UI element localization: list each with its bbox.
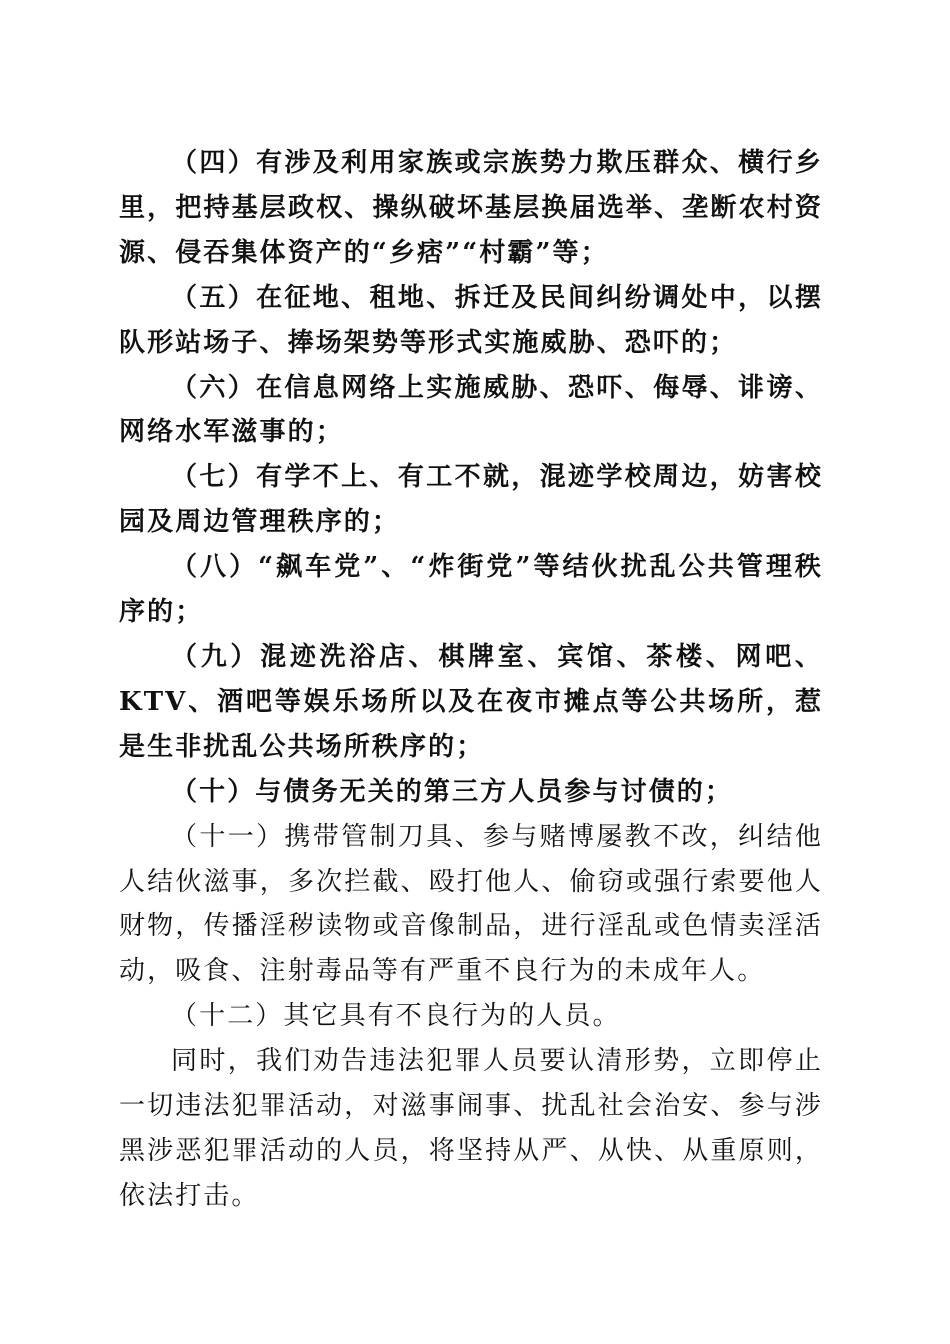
paragraph-item-11: （十一）携带管制刀具、参与赌博屡教不改，纠结他人结伙滋事，多次拦截、殴打他人、偷窃或强行索要他人财物，传播淫秽读物或音像制品，进行淫乱或色情卖淫活动，吸食、注射毒品等有严重不良行为的未成年人。	[119, 821, 823, 987]
paragraph-item-8: （八）“飙车党”、“炸街党”等结伙扰乱公共管理秩序的；	[119, 552, 823, 628]
document-body	[119, 141, 823, 1219]
paragraph-closing-statement: 同时，我们劝告违法犯罪人员要认清形势，立即停止一切违法犯罪活动，对滋事闹事、扰乱社会治安、参与涉黑涉恶犯罪活动的人员，将坚持从严、从快、从重原则，依法打击。	[119, 1046, 823, 1211]
paragraph-item-4: （四）有涉及利用家族或宗族势力欺压群众、横行乡里，把持基层政权、操纵破坏基层换届选举、垄断农村资源、侵吞集体资产的“乡痞”“村霸”等；	[119, 148, 823, 268]
paragraph-item-7: （七）有学不上、有工不就，混迹学校周边，妨害校园及周边管理秩序的；	[119, 462, 823, 538]
paragraph-item-9: （九）混迹洗浴店、棋牌室、宾馆、茶楼、网吧、KTV、酒吧等娱乐场所以及在夜市摊点等公共场所，惹是生非扰乱公共场所秩序的；	[119, 641, 823, 762]
paragraph-item-10: （十）与债务无关的第三方人员参与讨债的；	[171, 776, 734, 807]
paragraph-item-5: （五）在征地、租地、拆迁及民间纠纷调处中，以摆队形站场子、捧场架势等形式实施威胁、恐吓的；	[119, 282, 823, 358]
paragraph-item-12: （十二）其它具有不良行为的人员。	[171, 1001, 621, 1032]
paragraph-item-6: （六）在信息网络上实施威胁、恐吓、侮辱、诽谤、网络水军滋事的；	[119, 372, 823, 448]
